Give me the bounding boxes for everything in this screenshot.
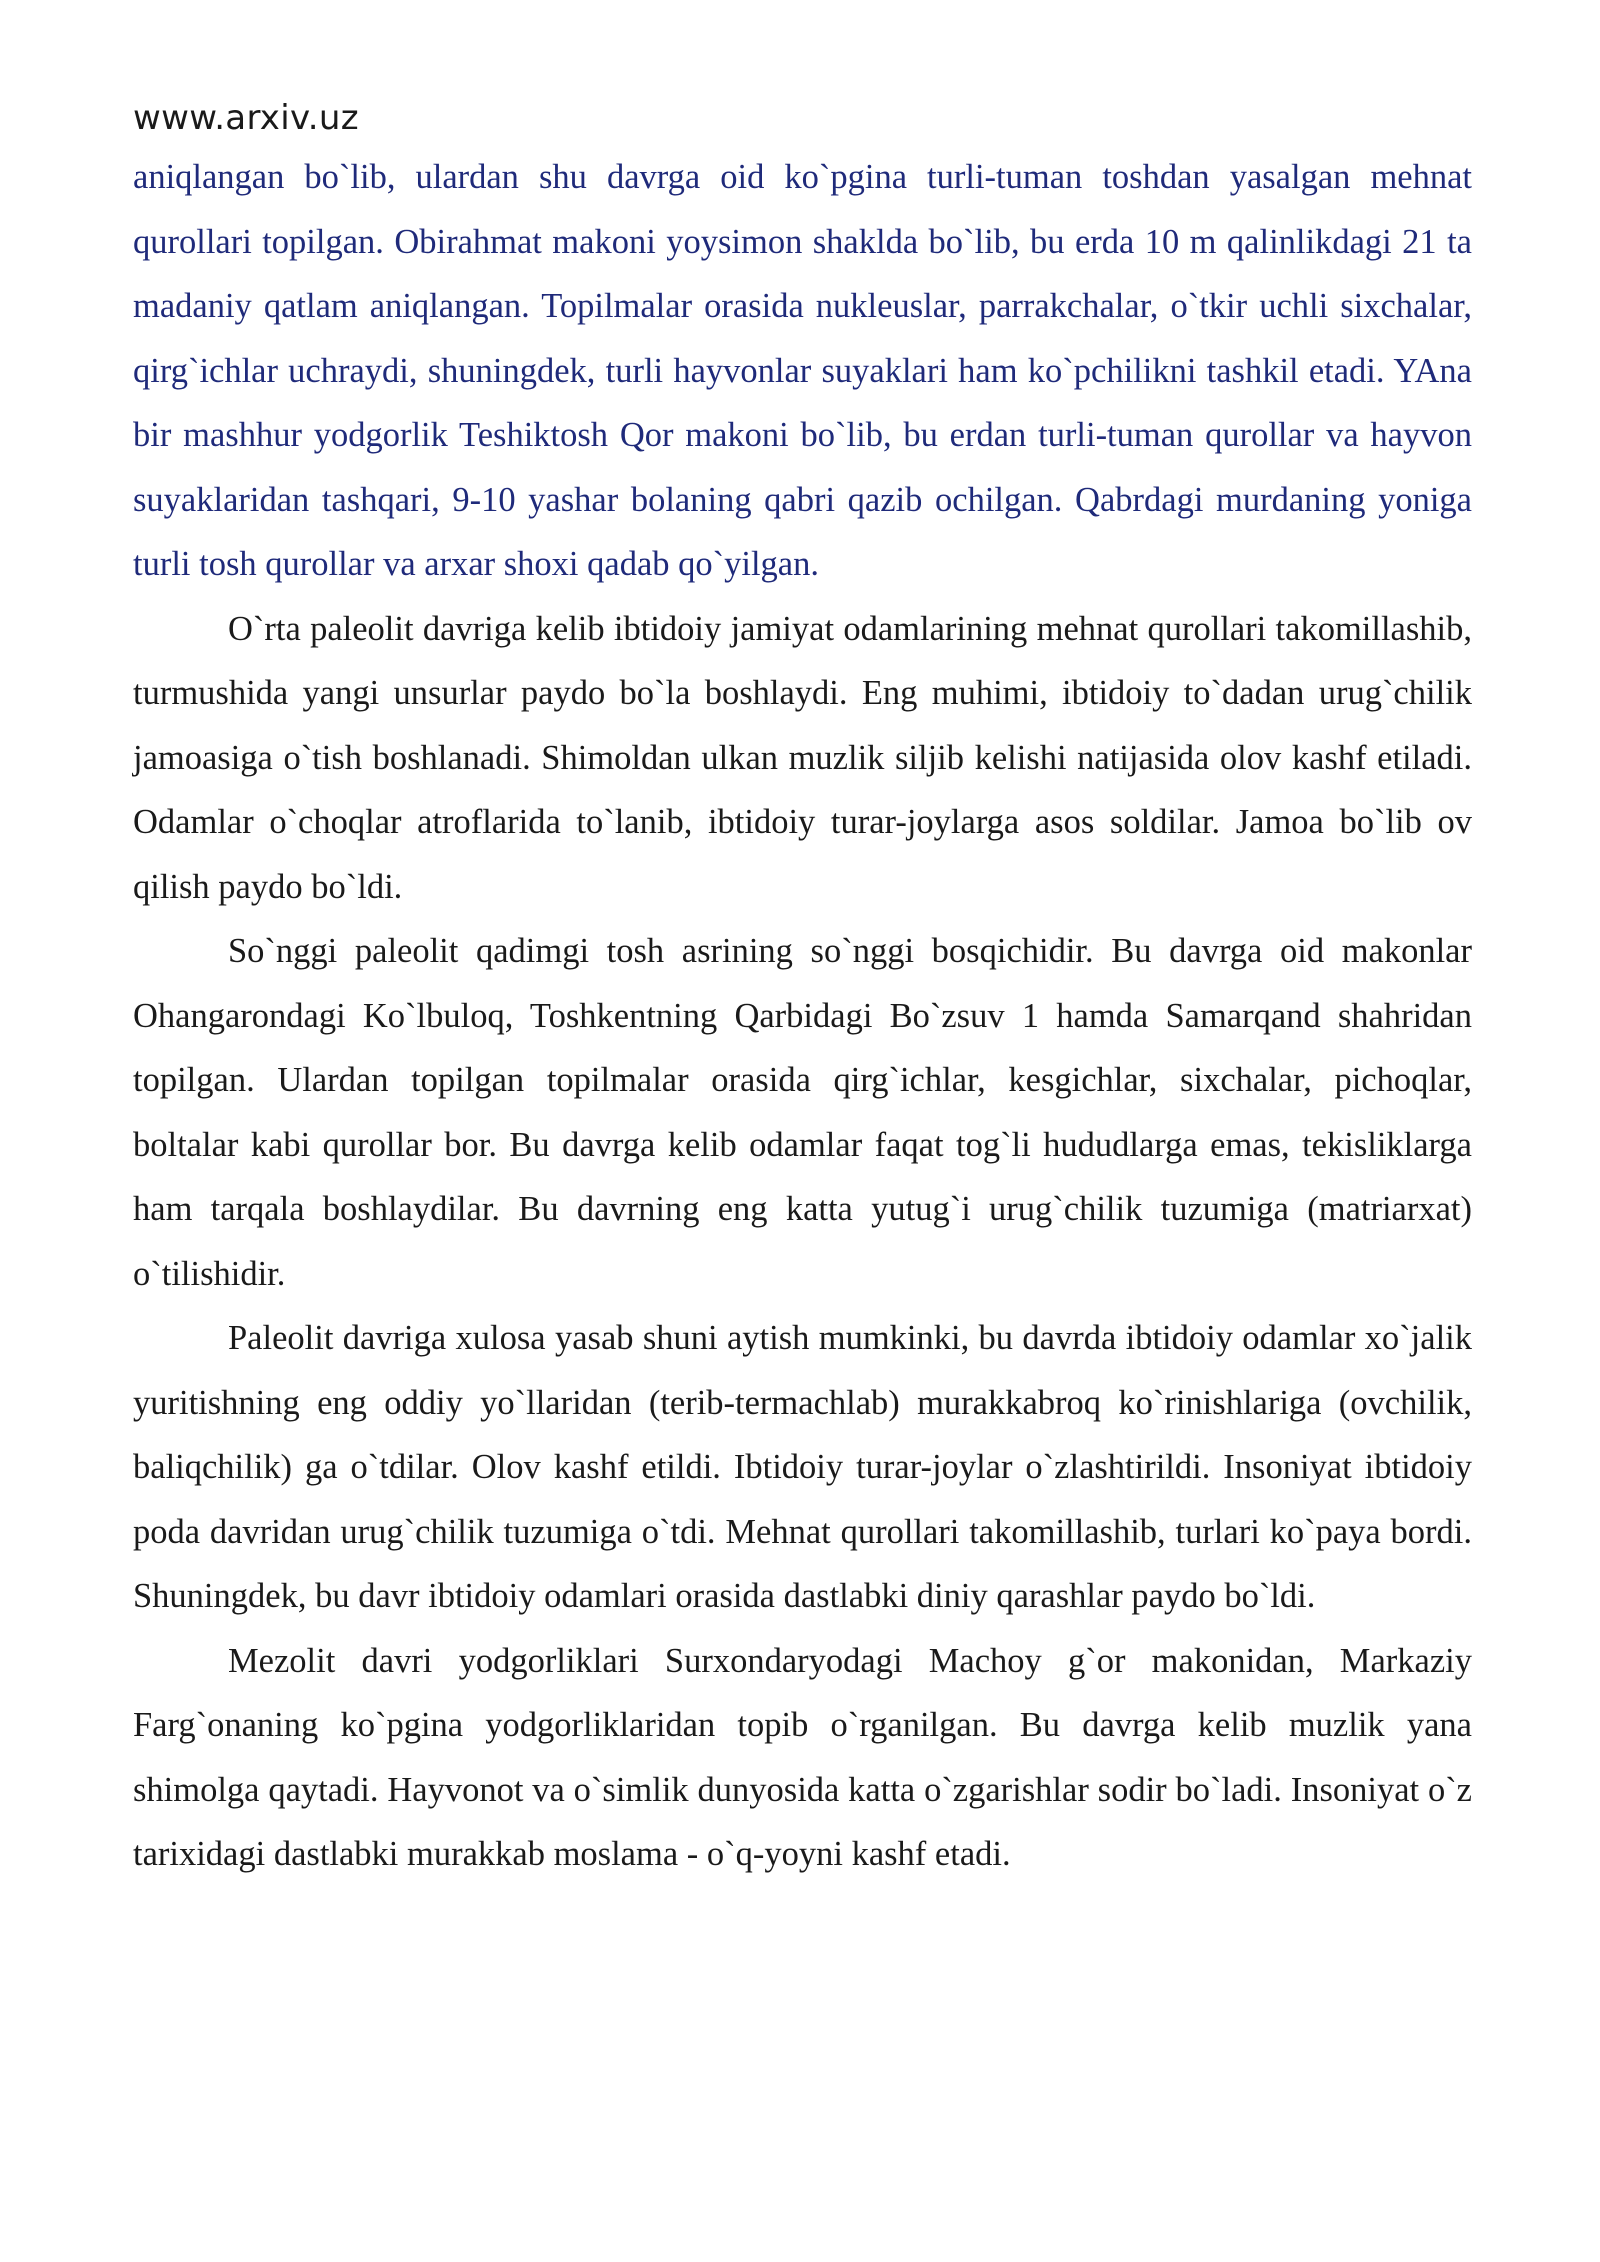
site-url-header: www.arxiv.uz	[133, 98, 359, 138]
paragraph-middle-paleolithic: O`rta paleolit davriga kelib ibtidoiy jamiyat odamlarining mehnat qurollari takomillashib, turmushida yangi unsurlar paydo bo`la boshlaydi. Eng muhimi, ibtidoiy to`dadan urug`chilik jamoasiga o`tish boshlanadi. Shimoldan ulkan muzlik siljib kelishi natijasida olov kashf etiladi. Odamlar o`choqlar atroflarida to`lanib, ibtidoiy turar-joylarga asos soldilar. Jamoa bo`lib ov qilish paydo bo`ldi.	[133, 609, 1472, 906]
paragraph-continuation: aniqlangan bo`lib, ulardan shu davrga oid ko`pgina turli-tuman toshdan yasalgan mehnat qurollari topilgan. Obirahmat makoni yoysimon shaklda bo`lib, bu erda 10 m qalinlikdagi 21 ta madaniy qatlam aniqlangan. Topilmalar orasida nukleuslar, parrakchalar, o`tkir uchli sixchalar, qirg`ichlar uchraydi, shuningdek, turli hayvonlar suyaklari ham ko`pchilikni tashkil etadi. YAna bir mashhur yodgorlik Teshiktosh Qor makoni bo`lib, bu erdan turli-tuman qurollar va hayvon suyaklaridan tashqari, 9-10 yashar bolaning qabri qazib ochilgan. Qabrdagi murdaning yoniga turli tosh qurollar va arxar shoxi qadab qo`yilgan.	[133, 158, 1472, 583]
paragraph-mesolithic: Mezolit davri yodgorliklari Surxondaryodagi Machoy g`or makonidan, Markaziy Farg`onaning ko`pgina yodgorliklaridan topib o`rganilgan. Bu davrga kelib muzlik yana shimolga qaytadi. Hayvonot va o`simlik dunyosida katta o`zgarishlar sodir bo`ladi. Insoniyat o`z tarixidagi dastlabki murakkab moslama - o`q-yoyni kashf etadi.	[133, 1641, 1472, 1873]
paragraph-paleolithic-summary: Paleolit davriga xulosa yasab shuni aytish mumkinki, bu davrda ibtidoiy odamlar xo`jalik yuritishning eng oddiy yo`llaridan (terib-termachlab) murakkabroq ko`rinishlariga (ovchilik, baliqchilik) ga o`tdilar. Olov kashf etildi. Ibtidoiy turar-joylar o`zlashtirildi. Insoniyat ibtidoiy poda davridan urug`chilik tuzumiga o`tdi. Mehnat qurollari takomillashib, turlari ko`paya bordi. Shuningdek, bu davr ibtidoiy odamlari orasida dastlabki diniy qarashlar paydo bo`ldi.	[133, 1319, 1472, 1615]
paragraph-late-paleolithic: So`nggi paleolit qadimgi tosh asrining so`nggi bosqichidir. Bu davrga oid makonlar Ohangarondagi Ko`lbuloq, Toshkentning Qarbidagi Bo`zsuv 1 hamda Samarqand shahridan topilgan. Ulardan topilgan topilmalar orasida qirg`ichlar, kesgichlar, sixchalar, pichoqlar, boltalar kabi qurollar bor. Bu davrga kelib odamlar faqat tog`li hududlarga emas, tekisliklarga ham tarqala boshlaydilar. Bu davrning eng katta yutug`i urug`chilik tuzumiga (matriarxat) o`tilishidir.	[133, 932, 1472, 1293]
document-body	[133, 145, 1472, 1887]
